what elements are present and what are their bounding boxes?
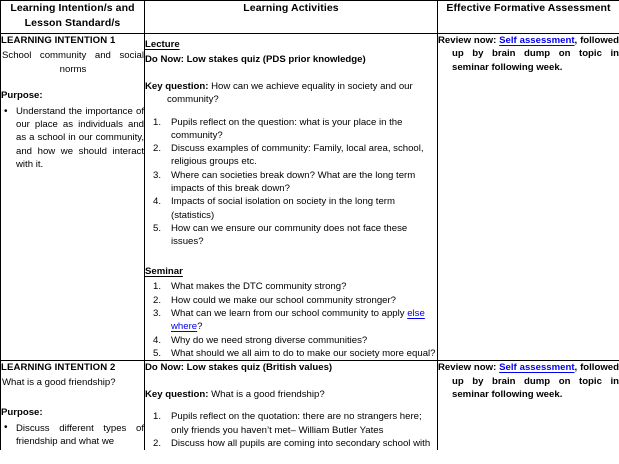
column-header-learning-intention-label: Learning Intention/s and Lesson Standard/s <box>10 2 135 29</box>
do-now-line-2 <box>145 361 437 375</box>
spacer <box>145 248 437 261</box>
lecture-activity-list-2 <box>145 410 437 450</box>
cell-learning-intention-2 <box>1 361 145 450</box>
list-item-text: What should we all aim to do to make our society more equal? <box>171 347 436 359</box>
hyperlink-self-assessment[interactable]: Self assessment <box>499 362 575 374</box>
learning-intention-2-title: LEARNING INTENTION 2 <box>1 362 116 374</box>
list-item: How can we ensure our community does not face these issues? <box>171 222 408 248</box>
spacer <box>145 401 437 410</box>
do-now-label: Do Now: <box>145 54 184 65</box>
learning-intention-1-purpose-label: Purpose: <box>1 90 43 101</box>
learning-intention-2-purpose-list <box>1 422 144 448</box>
key-question-label: Key question: <box>145 80 209 92</box>
list-item-text: Why do we need strong diverse communities? <box>171 334 368 346</box>
list-item <box>171 334 437 347</box>
learning-intention-1-subtitle: School community and social norms <box>2 50 144 75</box>
list-item-text-tail: ? <box>197 321 203 333</box>
list-item: Discuss examples of community: Family, local area, school, religious groups etc. <box>171 143 424 168</box>
list-item: Pupils reflect on the question: what is your place in the community? <box>171 116 403 141</box>
key-question-text: What is a good friendship? <box>208 388 325 400</box>
key-question-line-2 <box>145 388 437 402</box>
lecture-activity-list <box>145 116 437 249</box>
cell-learning-activities-2 <box>145 361 438 450</box>
list-item <box>171 280 437 293</box>
assessment-paragraph-2 <box>438 361 619 401</box>
list-item-text: How could we make our school community stronger? <box>171 294 397 306</box>
key-question-text: How can we achieve equality in society and our community? <box>167 80 413 105</box>
assessment-prefix: Review now: <box>438 35 500 46</box>
hyperlink-else-where[interactable]: else where <box>171 308 425 333</box>
do-now-text: Low stakes quiz (British values) <box>183 362 333 374</box>
table-row <box>1 34 619 361</box>
spacer <box>1 76 144 89</box>
list-item: • Understand the importance of our place as individuals and as a school in our community, and how we should interact with it. <box>16 105 144 171</box>
spacer <box>145 107 437 116</box>
column-header-learning-activities-label: Learning Activities <box>243 2 339 14</box>
table-row <box>1 361 619 450</box>
column-header-learning-intention <box>1 1 145 34</box>
cell-effective-formative-assessment-1 <box>438 34 619 361</box>
key-question-line-1 <box>145 80 437 107</box>
hyperlink-self-assessment[interactable]: Self assessment <box>499 35 575 46</box>
table-header-row <box>1 1 619 34</box>
learning-intention-2-subtitle: What is a good friendship? <box>2 377 116 389</box>
cell-effective-formative-assessment-2 <box>438 361 619 450</box>
do-now-label: Do Now: <box>145 362 184 374</box>
assessment-prefix: Review now: <box>438 362 500 374</box>
list-item: Impacts of social isolation on society in the long term (statistics) <box>171 196 395 221</box>
assessment-suffix: , followed up by brain dump on topic in seminar following week. <box>452 35 619 73</box>
list-item-text: What makes the DTC community strong? <box>171 281 347 293</box>
assessment-suffix: , followed up by brain dump on topic in seminar following week. <box>452 362 619 400</box>
do-now-text: Low stakes quiz (PDS prior knowledge) <box>183 54 366 65</box>
assessment-paragraph-1 <box>438 34 619 74</box>
column-header-effective-formative-assessment-label: Effective Formative Assessment <box>446 2 611 14</box>
activities-section-heading-seminar: Seminar <box>145 266 183 278</box>
list-item: Pupils reflect on the quotation: there are no strangers here; only friends you haven’t met– William Butler Yates <box>171 411 422 436</box>
column-header-learning-activities <box>145 1 438 34</box>
activities-section-heading-lecture: Lecture <box>145 39 180 50</box>
list-item: Discuss how all pupils are coming into secondary school with <box>171 437 431 449</box>
activities-section-heading-seminar-wrap <box>145 261 437 280</box>
cell-learning-intention-1 <box>1 34 145 361</box>
list-item <box>171 294 437 307</box>
list-item <box>171 347 437 360</box>
list-item: Where can societies break down? What are the long term impacts of this break down? <box>171 169 416 194</box>
list-item-text: What can we learn from our school community to apply <box>171 308 408 320</box>
spacer <box>145 375 437 388</box>
list-item <box>171 307 437 334</box>
spacer <box>1 390 144 406</box>
seminar-activity-list <box>145 280 437 360</box>
list-item: • Discuss different types of friendship and what we <box>16 422 144 448</box>
spacer <box>145 67 437 80</box>
learning-intention-1-purpose-list <box>1 105 144 171</box>
cell-learning-activities-1 <box>145 34 438 361</box>
do-now-line-1 <box>145 53 437 67</box>
learning-intention-2-purpose-label: Purpose: <box>1 406 43 418</box>
key-question-label: Key question: <box>145 388 209 400</box>
column-header-effective-formative-assessment <box>438 1 619 34</box>
learning-intention-1-title: LEARNING INTENTION 1 <box>1 35 116 46</box>
